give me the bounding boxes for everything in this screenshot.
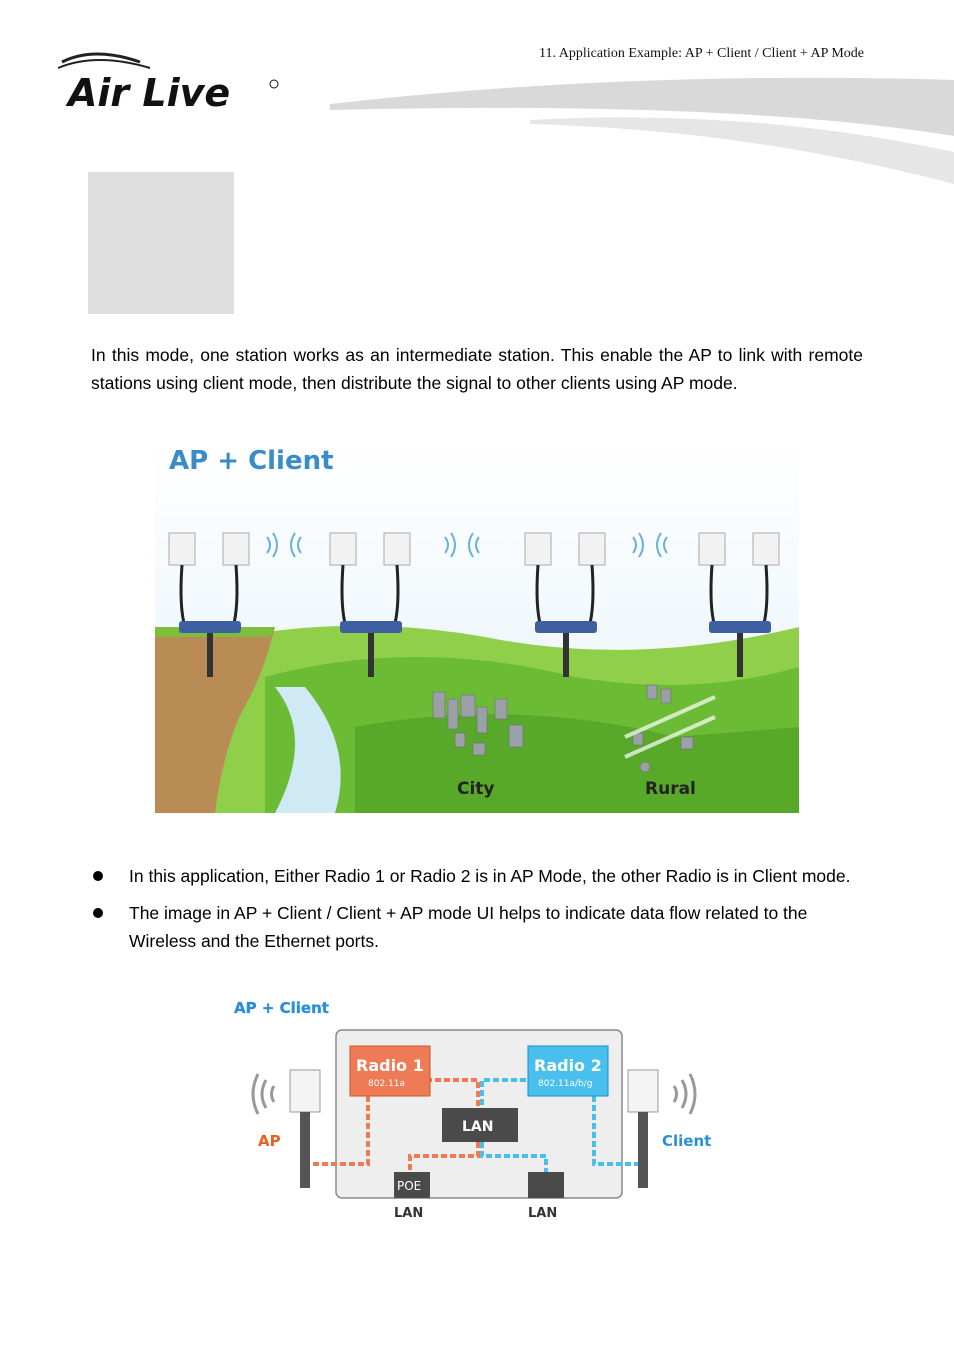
ap-antenna [290,1070,320,1112]
bullet-text: The image in AP + Client / Client + AP mode UI helps to indicate data flow related to the Wireless and the Ethernet ports. [129,903,808,951]
label-city: City [457,779,495,799]
bullet-text: In this application, Either Radio 1 or Radio 2 is in AP Mode, the other Radio is in Client mode. [129,866,851,886]
radio1-spec: 802.11a [368,1079,406,1089]
label-rural: Rural [645,779,696,799]
radio1-name: Radio 1 [356,1056,424,1075]
ap-client-scenario-figure [155,437,799,813]
wave-right-icon [674,1074,695,1114]
running-title: 11. Application Example: AP + Client / Client + AP Mode [539,46,864,61]
bullet-dot [93,908,103,918]
intro-paragraph: In this mode, one station works as an intermediate station. This enable the AP to link with remote stations using client mode, then distribute the signal to other clients using AP mode. [91,345,863,393]
ap-client-dataflow-figure [230,996,726,1224]
logo-text: Air Live [68,71,231,115]
client-antenna [628,1070,658,1112]
lan-right-label: LAN [528,1206,558,1221]
bullet-item [91,899,863,955]
lan-center-label: LAN [462,1119,494,1135]
lan-left-label: LAN [394,1206,424,1221]
bullet-list [91,862,863,964]
bullet-dot [93,871,103,881]
ap-label: AP [258,1132,281,1150]
figure1-title: AP + Client [169,446,334,476]
lan-port [528,1172,564,1198]
bullet-item [91,862,863,890]
figure2-title: AP + Client [234,999,329,1017]
radio2-spec: 802.11a/b/g [538,1079,593,1089]
client-label: Client [662,1132,712,1150]
poe-label: POE [397,1179,422,1193]
chapter-number-box [88,172,234,314]
radio2-name: Radio 2 [534,1056,602,1075]
header-swoosh [330,60,954,190]
wave-left-icon [253,1074,274,1114]
airlive-logo [54,48,284,118]
